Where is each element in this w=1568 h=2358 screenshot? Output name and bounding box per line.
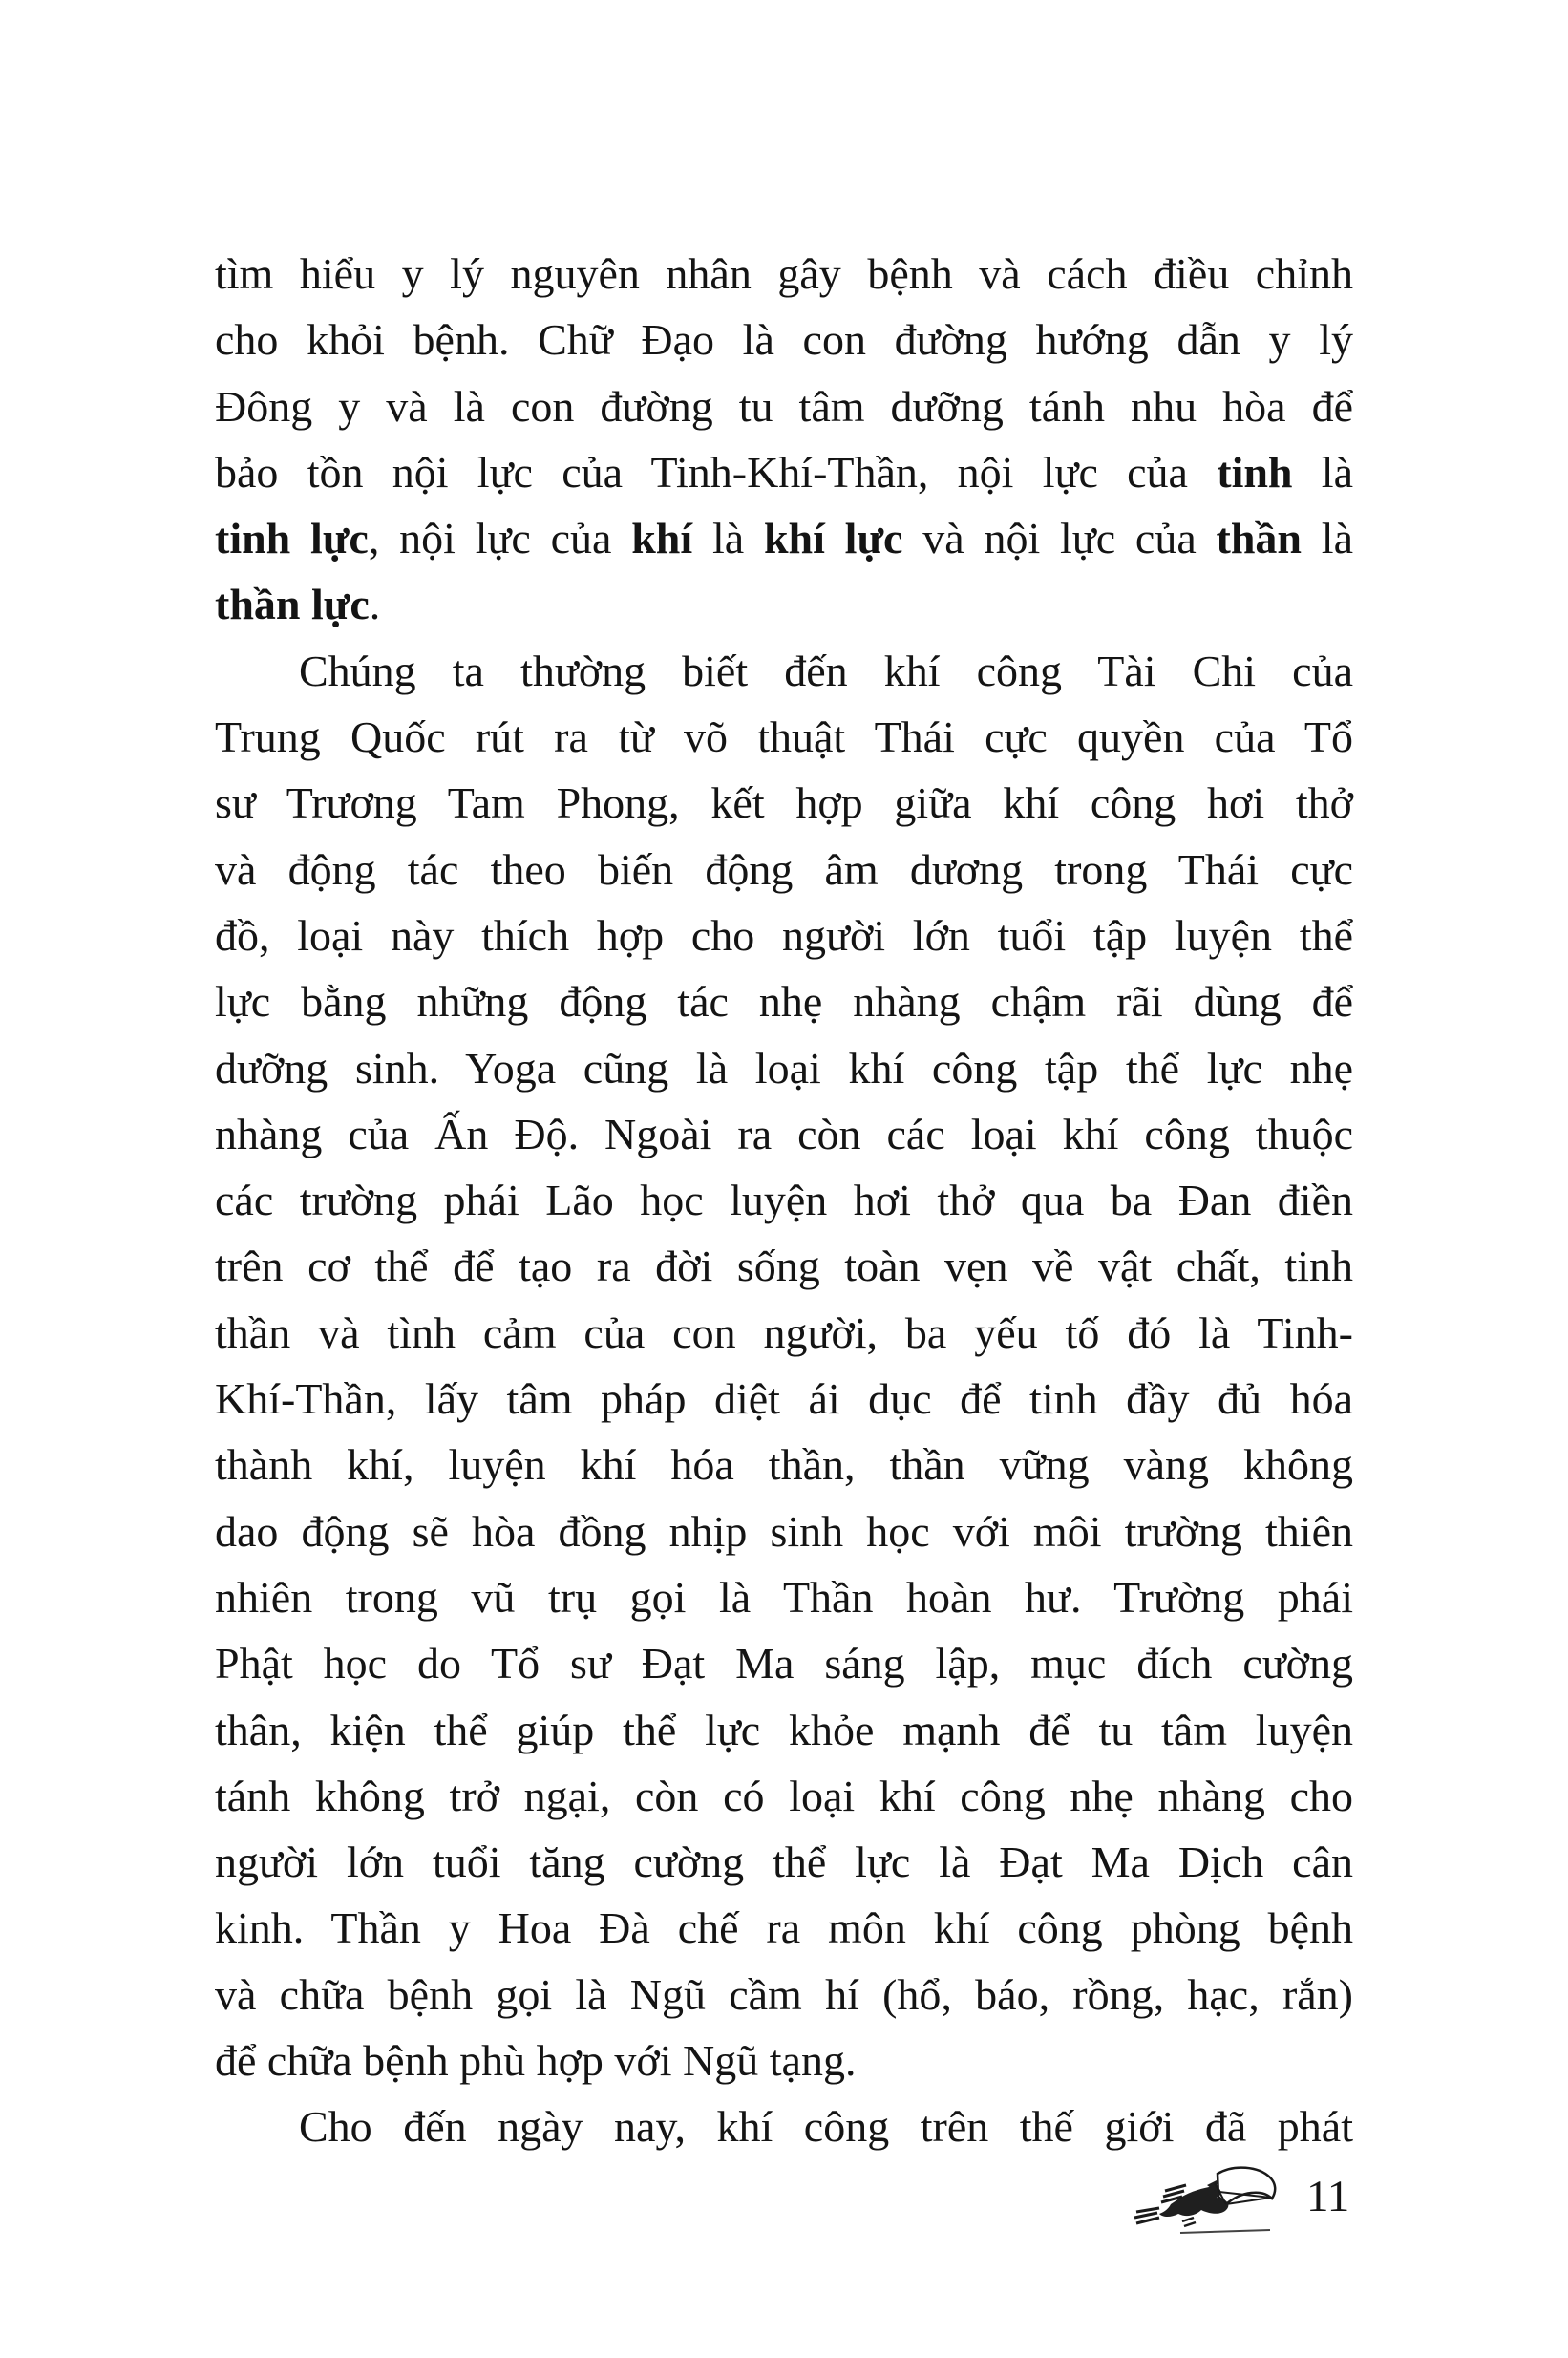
page-footer xyxy=(1127,2156,1356,2242)
text-line: Khí-Thần, lấy tâm pháp diệt ái dục để tinh đầy đủ hóa xyxy=(215,1374,1353,1424)
text-line: thần và tình cảm của con người, ba yếu tố đó là Tinh- xyxy=(215,1307,1353,1357)
text-line: nhiên trong vũ trụ gọi là Thần hoàn hư. Trường phái xyxy=(215,1572,1353,1622)
text-line: thân, kiện thể giúp thể lực khỏe mạnh để tu tâm luyện xyxy=(215,1705,1353,1754)
text-column xyxy=(215,241,1353,2160)
text-line: Trung Quốc rút ra từ võ thuật Thái cực quyền của Tổ xyxy=(215,712,1353,762)
text-line: kinh. Thần y Hoa Đà chế ra môn khí công phòng bệnh xyxy=(215,1903,1353,1953)
text-line: Đông y và là con đường tu tâm dưỡng tánh nhu hòa để xyxy=(215,381,1353,431)
text-line: trên cơ thể để tạo ra đời sống toàn vẹn về vật chất, tinh xyxy=(215,1242,1353,1291)
text-line: thành khí, luyện khí hóa thần, thần vững vàng không xyxy=(215,1440,1353,1490)
text-line: dưỡng sinh. Yoga cũng là loại khí công tập thể lực nhẹ xyxy=(215,1043,1353,1093)
text-line: nhàng của Ấn Độ. Ngoài ra còn các loại khí công thuộc xyxy=(215,1109,1353,1158)
page-number: 11 xyxy=(1306,2172,1350,2221)
crane-bird-ornament-icon xyxy=(1127,2162,1297,2242)
text-line: thần lực. xyxy=(215,580,381,629)
text-line: tánh không trở ngại, còn có loại khí công nhẹ nhàng cho xyxy=(215,1771,1353,1820)
text-line: và động tác theo biến động âm dương trong Thái cực xyxy=(215,844,1353,894)
text-line: cho khỏi bệnh. Chữ Đạo là con đường hướng dẫn y lý xyxy=(215,315,1353,365)
text-line: và chữa bệnh gọi là Ngũ cầm hí (hổ, báo, rồng, hạc, rắn) xyxy=(215,1969,1353,2019)
text-line: Cho đến ngày nay, khí công trên thế giới đã phát xyxy=(299,2102,1353,2152)
text-line: dao động sẽ hòa đồng nhịp sinh học với môi trường thiên xyxy=(215,1506,1353,1556)
text-line: để chữa bệnh phù hợp với Ngũ tạng. xyxy=(215,2036,857,2086)
text-line: tìm hiểu y lý nguyên nhân gây bệnh và cách điều chỉnh xyxy=(215,249,1353,298)
text-line: sư Trương Tam Phong, kết hợp giữa khí công hơi thở xyxy=(215,778,1353,828)
text-line: bảo tồn nội lực của Tinh-Khí-Thần, nội lực của tinh là xyxy=(215,447,1353,497)
text-line: Phật học do Tổ sư Đạt Ma sáng lập, mục đích cường xyxy=(215,1639,1353,1689)
text-line: tinh lực, nội lực của khí là khí lực và nội lực của thần là xyxy=(215,514,1353,563)
text-line: đồ, loại này thích hợp cho người lớn tuổi tập luyện thể xyxy=(215,910,1353,960)
text-line: lực bằng những động tác nhẹ nhàng chậm rãi dùng để xyxy=(215,977,1353,1027)
text-line: người lớn tuổi tăng cường thể lực là Đạt Ma Dịch cân xyxy=(215,1838,1353,1887)
text-line: các trường phái Lão học luyện hơi thở qua ba Đan điền xyxy=(215,1176,1353,1225)
text-line: Chúng ta thường biết đến khí công Tài Chi của xyxy=(299,646,1353,695)
